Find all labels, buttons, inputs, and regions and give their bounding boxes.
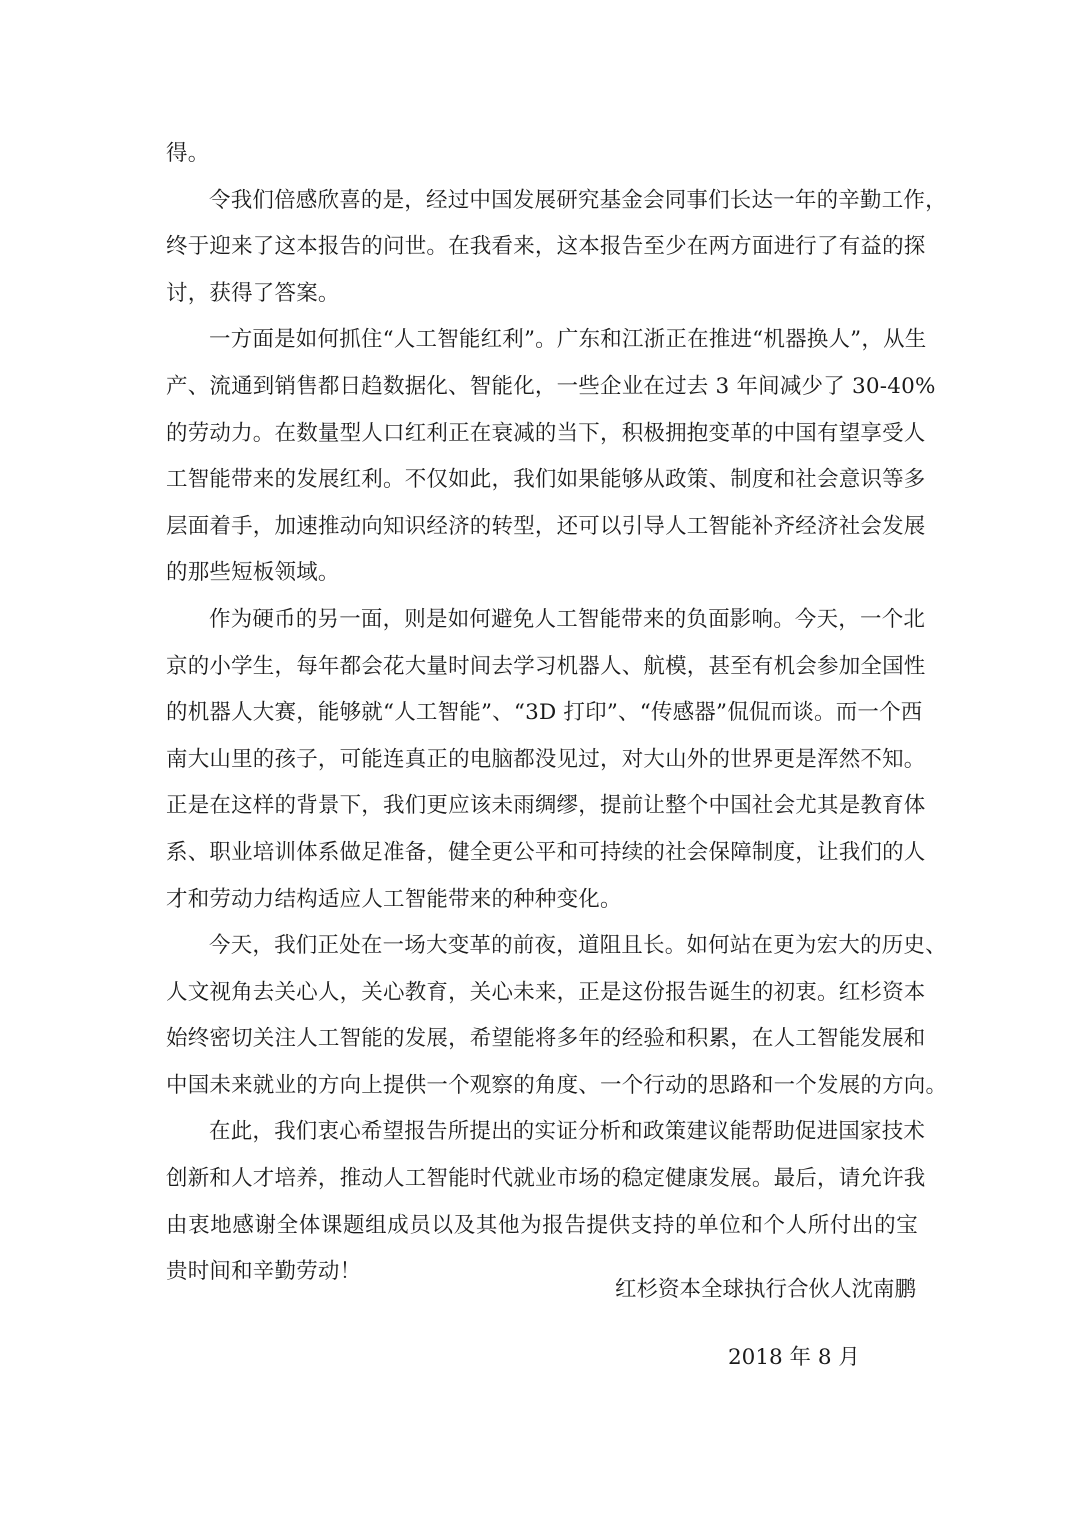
text-line: 作为硬币的另一面，则是如何避免人工智能带来的负面影响。今天，一个北 — [209, 606, 926, 632]
text-line: 始终密切关注人工智能的发展，希望能将多年的经验和积累，在人工智能发展和 — [166, 1026, 926, 1052]
text-line: 讨，获得了答案。 — [166, 280, 340, 306]
text-line: 工智能带来的发展红利。不仅如此，我们如果能够从政策、制度和社会意识等多 — [166, 467, 926, 493]
text-line: 系、职业培训体系做足准备，健全更公平和可持续的社会保障制度，让我们的人 — [166, 839, 926, 865]
text-line: 在此，我们衷心希望报告所提出的实证分析和政策建议能帮助促进国家技术 — [209, 1119, 926, 1145]
text-line: 的机器人大赛，能够就“人工智能”、“3D 打印”、“传感器”侃侃而谈。而一个西 — [166, 700, 923, 726]
text-line: 贵时间和辛勤劳动！ — [166, 1259, 362, 1285]
text-line: 南大山里的孩子，可能连真正的电脑都没见过，对大山外的世界更是浑然不知。 — [166, 746, 926, 772]
text-line: 终于迎来了这本报告的问世。在我看来，这本报告至少在两方面进行了有益的探 — [166, 234, 926, 260]
text-line: 令我们倍感欣喜的是，经过中国发展研究基金会同事们长达一年的辛勤工作， — [209, 187, 947, 213]
text-line: 得。 — [166, 141, 210, 166]
text-line: 层面着手，加速推动向知识经济的转型，还可以引导人工智能补齐经济社会发展 — [166, 513, 926, 539]
text-line: 中国未来就业的方向上提供一个观察的角度、一个行动的思路和一个发展的方向。 — [166, 1072, 948, 1098]
text-line: 创新和人才培养，推动人工智能时代就业市场的稳定健康发展。最后，请允许我 — [166, 1166, 926, 1192]
text-line: 由衷地感谢全体课题组成员以及其他为报告提供支持的单位和个人所付出的宝 — [166, 1212, 918, 1238]
text-line: 今天，我们正处在一场大变革的前夜，道阻且长。如何站在更为宏大的历史、 — [209, 933, 947, 959]
date: 2018 年 8 月 — [728, 1345, 860, 1370]
signature: 红杉资本全球执行合伙人沈南鹏 — [614, 1277, 916, 1302]
text-line: 京的小学生，每年都会花大量时间去学习机器人、航模，甚至有机会参加全国性 — [166, 653, 926, 679]
body-text — [166, 131, 948, 1296]
text-line: 的那些短板领域。 — [166, 560, 340, 586]
text-line: 产、流通到销售都日趋数据化、智能化，一些企业在过去 3 年间减少了 30-40% — [166, 373, 936, 399]
text-line: 一方面是如何抓住“人工智能红利”。广东和江浙正在推进“机器换人”，从生 — [209, 327, 927, 353]
text-line: 人文视角去关心人，关心教育，关心未来，正是这份报告诞生的初衷。红杉资本 — [166, 979, 926, 1005]
text-line: 正是在这样的背景下，我们更应该未雨绸缪，提前让整个中国社会尤其是教育体 — [166, 793, 926, 819]
text-line: 的劳动力。在数量型人口红利正在衰减的当下，积极拥抱变革的中国有望享受人 — [166, 420, 926, 446]
text-line: 才和劳动力结构适应人工智能带来的种种变化。 — [166, 886, 622, 912]
